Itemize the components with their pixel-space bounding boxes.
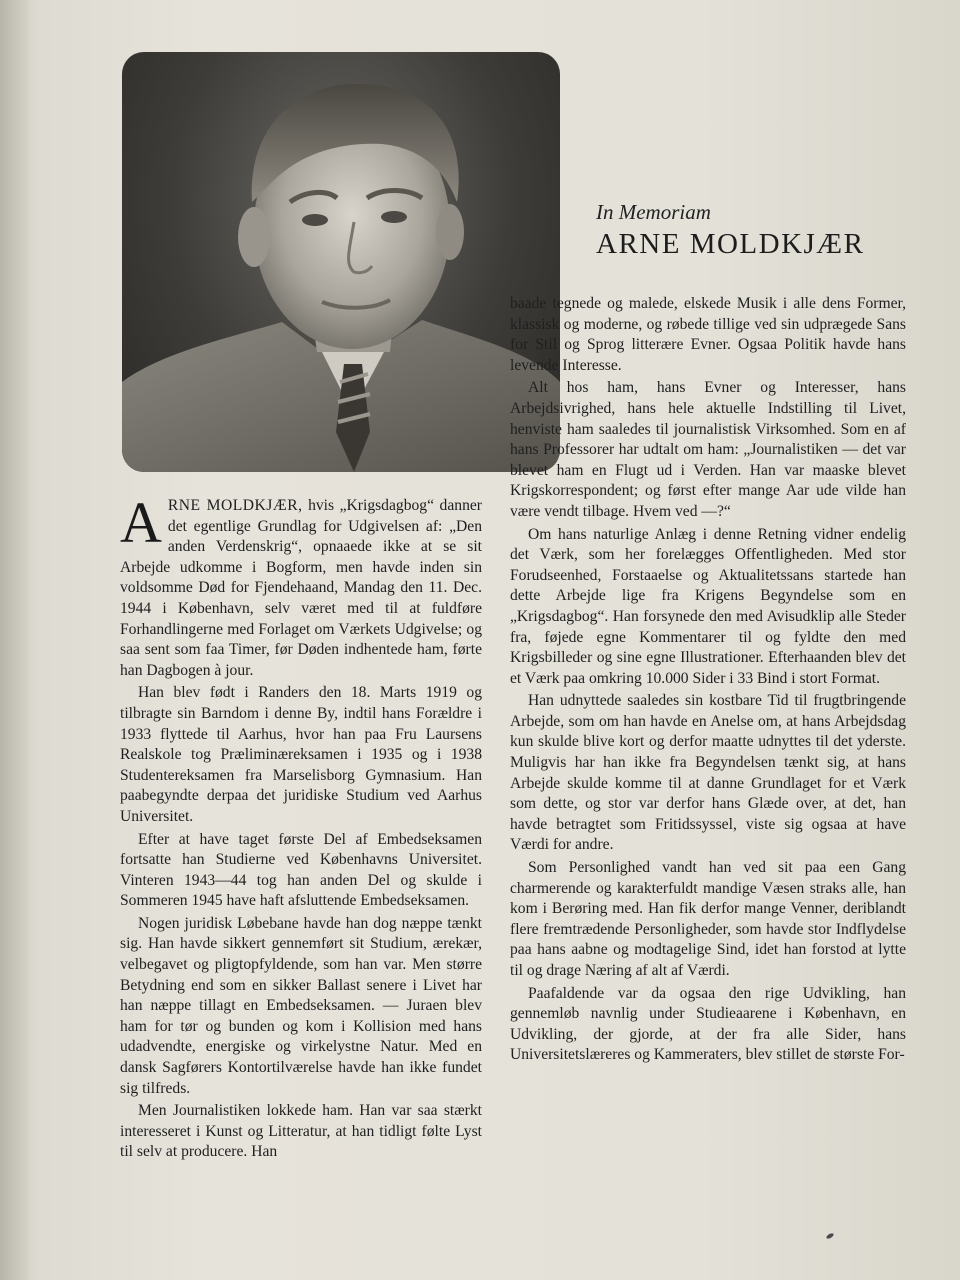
paragraph: Som Personlighed vandt han ved sit paa een Gang charmerende og karakterfuldt mandige Væsen straks alle, han kom i Berøring med. Han fik derfor mange Venner, deriblandt flere fremtrædende Personligheder, som havde stor Indflydelse paa hans aabne og modtagelige Sind, idet han forstod at lytte til og drage Næring af alt af Værdi.: [510, 859, 906, 979]
paragraph: baade tegnede og malede, elskede Musik i alle dens Former, klassisk og moderne, og røbede tillige ved sin udprægede Sans for Stil og Sprog litterære Evner. Ogsaa Politik havde hans levende Interesse.: [510, 295, 906, 374]
name-heading: ARNE MOLDKJÆR: [596, 228, 865, 260]
paragraph-text: hvis „Krigsdagbog“ danner det egentlige Grundlag for Udgivelsen af: „Den anden Verdenskrig“, opnaaede ikke at se sit Arbejde udkomme i Bogform, men havde inden sin voldsomme Død for Fjendehaand, Mandag den 11. Dec. 1944 i København, selv været med til at fuldføre Forhandlingerne med Forlaget om Værkets Udgivelse; og saa sent som faa Timer, før Døden indhentede ham, førte han Dagbogen à jour.: [120, 497, 482, 679]
paragraph: Efter at have taget første Del af Embedseksamen fortsatte han Studierne ved Københavns Universitet. Vinteren 1943—44 tog han anden Del og skulde i Sommeren 1945 have haft afsluttende Embedseksamen.: [120, 830, 482, 910]
portrait-photo: [122, 52, 560, 472]
paragraph: Om hans naturlige Anlæg i denne Retning vidner endelig det Værk, som her forelægges Offentligheden. Med stor Forudseenhed, Forstaaelse og Aktualitetssans startede han dette Arbejde lige fra Krigens Begyndelse som en „Krigsdagbog“. Han forsynede den med Avisudklip alle Steder fra, føjede egne Kommentarer til og fyldte den med Krigsbilleder og sine egne Illustrationer. Efterhaanden blev det et Værk paa omkring 10.000 Sider i 33 Bind i stort Format.: [510, 525, 906, 687]
paragraph: Han udnyttede saaledes sin kostbare Tid til frugtbringende Arbejde, som om han havde en Anelse om, at hans Arbejdsdag kun skulde blive kort og derfor maatte udnyttes til det yderste. Muligvis har han ikke fra Begyndelsen tænkt sig, at hans Arbejde skulde komme til at danne Grundlaget for et Værk som dette, og stor var derfor hans Glæde over, at det, han havde betragtet som Fritidssyssel, viste sig ogsaa at have Værdi for andre.: [510, 692, 906, 854]
paragraph: [120, 490, 482, 681]
paragraph-lead: RNE MOLDKJÆR,: [167, 497, 303, 514]
paragraph: Alt hos ham, hans Evner og Interesser, hans Arbejdsivrighed, hans hele aktuelle Indstilling til Livet, henviste ham saaledes til journalistisk Virksomhed. Som en af hans Professorer har udtalt om ham: „Journalistiken — det var blevet ham en Flugt ud i Verden. Han var maaske blevet Krigskorrespondent; og først efter mange Aar ude vilde han være vendt tilbage. Hvem ved —?“: [510, 379, 906, 520]
paragraph: Nogen juridisk Løbebane havde han dog næppe tænkt sig. Han havde sikkert gennemført sit Studium, ærekær, velbegavet og pligtopfyldende, som han var. Men større Betydning end som en sikker Ballast senere i Livet har han næppe tillagt en Embedseksamen. — Juraen blev ham for tør og bunden og kom i Kollision med hans udadvendte, energiske og virkelystne Natur. Med en dansk Sagførers Kontortilværelse havde han ikke fundet sig tilfreds.: [120, 914, 482, 1097]
paragraph: Paafaldende var da ogsaa den rige Udvikling, han gennemløb navnlig under Studieaarene i København, en Udvikling, der gjorde, at der fra alle Sider, hans Universitetslæreres og Kammeraters, blev stillet de største For-: [510, 984, 906, 1064]
drop-cap: A: [120, 490, 162, 555]
book-gutter: [0, 0, 28, 1280]
paragraph: Han blev født i Randers den 18. Marts 1919 og tilbragte sin Barndom i denne By, indtil hans Forældre i 1933 flyttede til Aarhus, hvor han paa Fru Laursens Realskole tog Præliminæreksamen i 1935 og i 1938 Studentereksamen fra Marselisborg Gymnasium. Han paabegyndte derpaa det juridiske Studium ved Aarhus Universitet.: [120, 684, 482, 825]
paragraph: Men Journalistiken lokkede ham. Han var saa stærkt interesseret i Kunst og Litteratur, at han tidligt følte Lyst til selv at producere. Han: [120, 1102, 482, 1161]
portrait-illustration: [122, 52, 560, 472]
ink-mark: [826, 1232, 835, 1239]
left-text-column: [120, 490, 482, 1165]
right-text-column: [510, 294, 906, 1068]
in-memoriam-heading: In Memoriam: [596, 200, 711, 224]
